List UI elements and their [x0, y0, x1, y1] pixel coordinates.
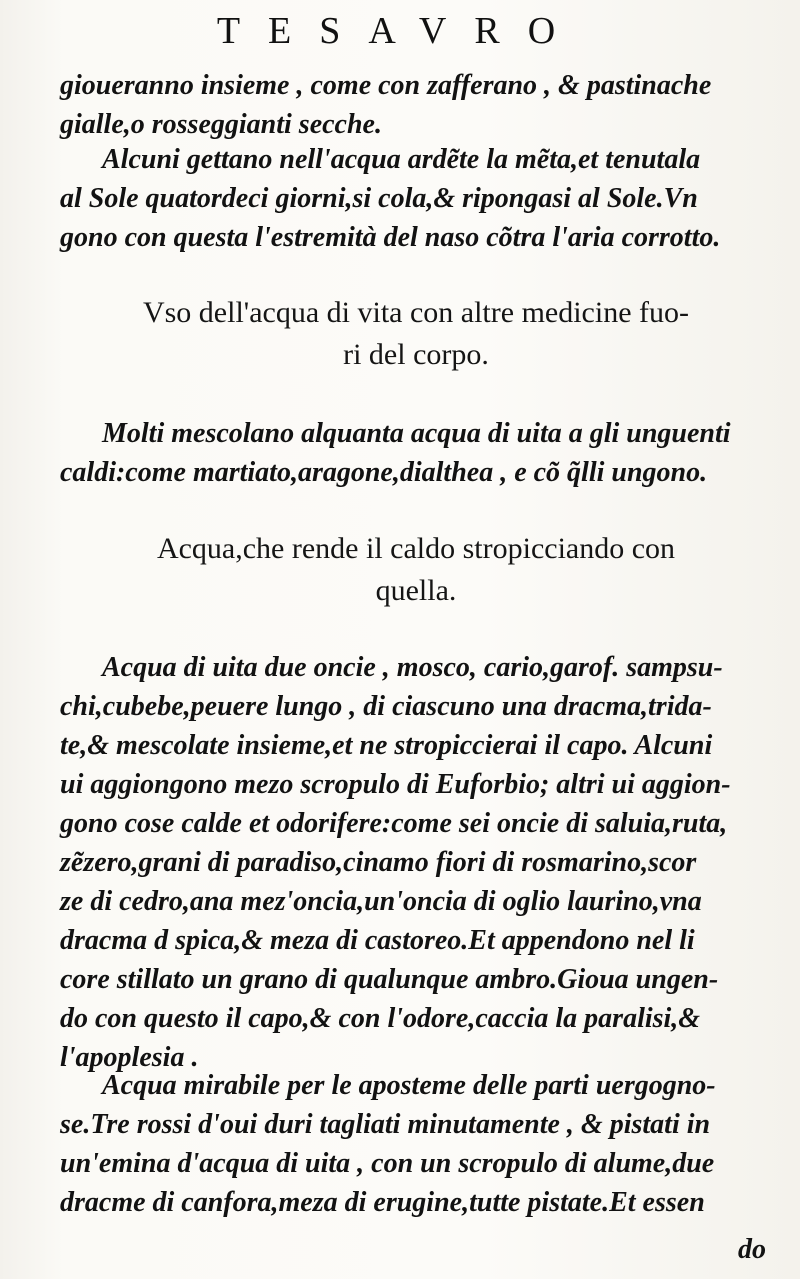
- text-line: dracma d spica,& meza di castoreo.Et appendono nel li: [60, 925, 695, 956]
- text-line: l'apoplesia .: [60, 1042, 199, 1073]
- section-heading: [60, 528, 772, 612]
- text-line: Alcuni gettano nell'acqua ardẽte la mẽta,et tenutala: [102, 144, 701, 175]
- text-line: ui aggiongono mezo scropulo di Euforbio; altri ui aggion-: [60, 769, 731, 800]
- paragraph: [60, 140, 772, 257]
- text-line: gialle,o rosseggianti secche.: [60, 109, 382, 140]
- text-line: te,& mescolate insieme,et ne stropiccierai il capo. Alcuni: [60, 730, 713, 761]
- heading-line: ri del corpo.: [343, 338, 489, 371]
- text-line: gono cose calde et odorifere:come sei oncie di saluia,ruta,: [60, 808, 728, 839]
- text-line: core stillato un grano di qualunque ambro.Gioua ungen-: [60, 964, 719, 995]
- heading-line: Acqua,che rende il caldo stropicciando con: [156, 532, 676, 565]
- text-line: al Sole quatordeci giorni,si cola,& ripongasi al Sole.Vn: [60, 183, 698, 214]
- heading-line: Vso dell'acqua di vita con altre medicine fuo-: [142, 296, 690, 329]
- text-line: Acqua di uita due oncie , mosco, cario,garof. sampsu-: [102, 652, 723, 683]
- text-line: un'emina d'acqua di uita , con un scropulo di alume,due: [60, 1148, 715, 1179]
- text-line: gioueranno insieme , come con zafferano , & pastinache: [60, 70, 712, 101]
- text-line: ze di cedro,ana mez'oncia,un'oncia di oglio laurino,vna: [60, 886, 702, 917]
- text-line: Molti mescolano alquanta acqua di uita a gli unguenti: [102, 418, 731, 449]
- catchword: do: [738, 1234, 766, 1265]
- paragraph: [60, 66, 772, 144]
- paragraph: [60, 648, 772, 1077]
- running-head-text: TESAVRO: [216, 10, 584, 52]
- paragraph: [60, 414, 772, 492]
- text-line: caldi:come martiato,aragone,dialthea , e cõ q̃lli ungono.: [60, 457, 708, 488]
- running-head: [0, 12, 800, 50]
- text-line: zẽzero,grani di paradiso,cinamo fiori di rosmarino,scor: [60, 847, 697, 878]
- section-heading: [60, 292, 772, 376]
- text-line: se.Tre rossi d'oui duri tagliati minutamente , & pistati in: [60, 1109, 711, 1140]
- paragraph: [60, 1066, 772, 1222]
- text-line: gono con questa l'estremità del naso cõtra l'aria corrotto.: [60, 222, 721, 253]
- text-line: Acqua mirabile per le aposteme delle parti uergogno-: [102, 1070, 716, 1101]
- text-line: do con questo il capo,& con l'odore,caccia la paralisi,&: [60, 1003, 701, 1034]
- text-line: chi,cubebe,peuere lungo , di ciascuno una dracma,trida-: [60, 691, 712, 722]
- text-line: dracme di canfora,meza di erugine,tutte pistate.Et essen: [60, 1187, 705, 1218]
- heading-line: quella.: [375, 574, 457, 607]
